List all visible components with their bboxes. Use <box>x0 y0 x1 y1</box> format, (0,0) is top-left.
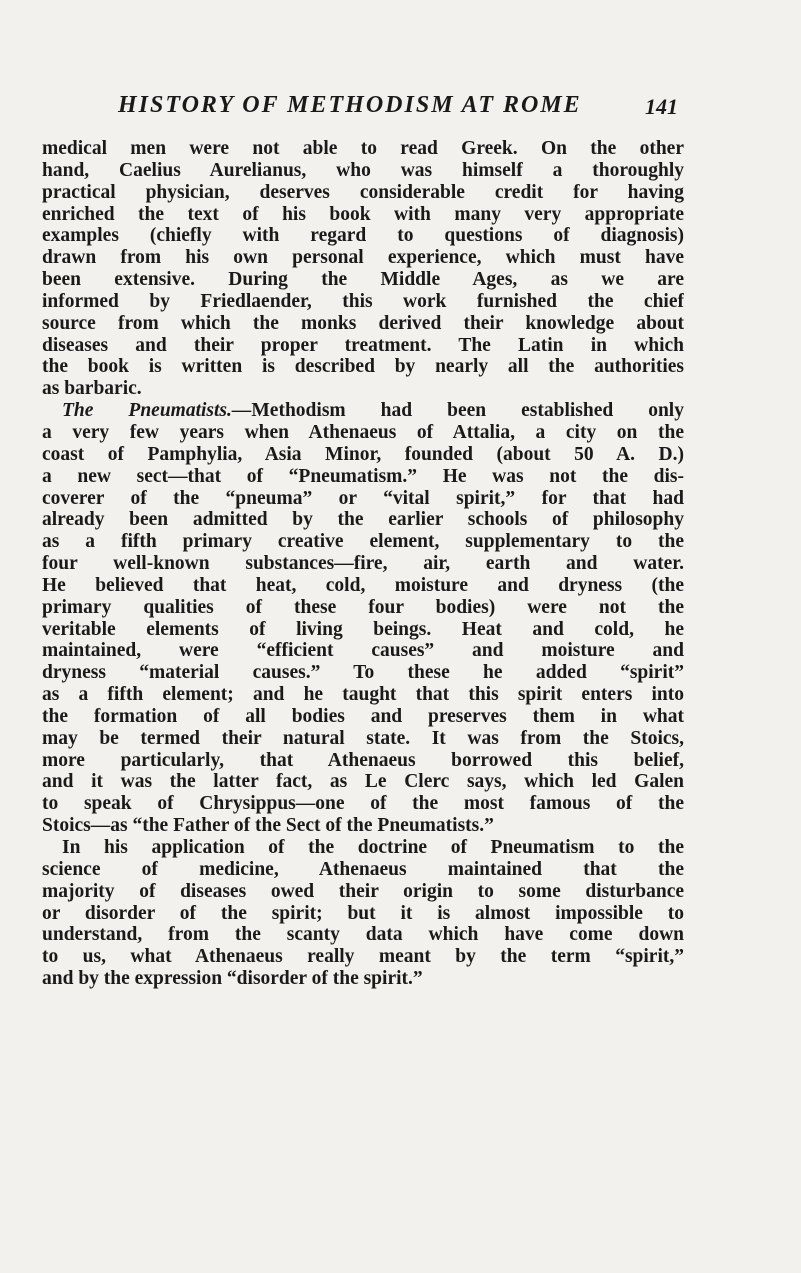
text-line: Stoics—as “the Father of the Sect of the Pneumatists.” <box>42 815 494 837</box>
text-line: the book is written is described by nearly all the authorities <box>42 356 684 378</box>
text-line: understand, from the scanty data which have come down <box>42 924 684 946</box>
text-line: majority of diseases owed their origin to some disturbance <box>42 880 684 902</box>
text-line: to speak of Chrysippus—one of the most famous of the <box>42 793 684 815</box>
text-line: drawn from his own personal experience, which must have <box>42 247 684 269</box>
text-line: coast of Pamphylia, Asia Minor, founded (about 50 A. D.) <box>42 443 684 465</box>
paragraph-start <box>42 400 684 422</box>
text-line: and by the expression “disorder of the spirit.” <box>42 968 423 990</box>
text-line: diseases and their proper treatment. The Latin in which <box>42 334 684 356</box>
text-line: Methodism had been established only <box>251 400 684 422</box>
text-line: the formation of all bodies and preserves them in what <box>42 705 684 727</box>
text-line: veritable elements of living beings. Heat and cold, he <box>42 618 684 640</box>
text-line: more particularly, that Athenaeus borrowed this belief, <box>42 749 684 771</box>
text-line: a very few years when Athenaeus of Attalia, a city on the <box>42 421 684 443</box>
text-line: source from which the monks derived their knowledge about <box>42 312 684 334</box>
text-line: coverer of the “pneuma” or “vital spirit,” for that had <box>42 487 684 509</box>
running-head: HISTORY OF METHODISM AT ROME <box>118 92 582 118</box>
text-line: science of medicine, Athenaeus maintained that the <box>42 858 684 880</box>
text-line: In his application of the doctrine of Pneumatism to the <box>62 837 684 858</box>
text-line: four well-known substances—fire, air, earth and water. <box>42 553 684 575</box>
text-line: may be termed their natural state. It was from the Stoics, <box>42 727 684 749</box>
text-line: primary qualities of these four bodies) were not the <box>42 596 684 618</box>
text-line: dryness “material causes.” To these he added “spirit” <box>42 662 684 684</box>
text-line: maintained, were “efficient causes” and moisture and <box>42 640 684 662</box>
page-number: 141 <box>645 94 678 119</box>
text-line: to us, what Athenaeus really meant by the term “spirit,” <box>42 946 684 968</box>
text-line: examples (chiefly with regard to questions of diagnosis) <box>42 225 684 247</box>
text-line: practical physician, deserves considerable credit for having <box>42 181 684 203</box>
body-text <box>42 138 684 990</box>
text-line: already been admitted by the earlier schools of philosophy <box>42 509 684 531</box>
text-line: as barbaric. <box>42 378 142 400</box>
page-header <box>118 92 678 126</box>
text-line: and it was the latter fact, as Le Clerc says, which led Galen <box>42 771 684 793</box>
section-heading: The Pneumatists.— <box>62 400 252 422</box>
text-line: as a fifth element; and he taught that this spirit enters into <box>42 684 684 706</box>
text-line: or disorder of the spirit; but it is almost impossible to <box>42 902 684 924</box>
text-line: enriched the text of his book with many very appropriate <box>42 203 684 225</box>
text-line: He believed that heat, cold, moisture and dryness (the <box>42 574 684 596</box>
text-line: as a fifth primary creative element, supplementary to the <box>42 531 684 553</box>
text-line: medical men were not able to read Greek. On the other <box>42 138 684 159</box>
text-line: informed by Friedlaender, this work furnished the chief <box>42 290 684 312</box>
text-line: been extensive. During the Middle Ages, as we are <box>42 269 684 291</box>
text-line: a new sect—that of “Pneumatism.” He was not the dis- <box>42 465 684 487</box>
text-line: hand, Caelius Aurelianus, who was himself a thoroughly <box>42 159 684 181</box>
